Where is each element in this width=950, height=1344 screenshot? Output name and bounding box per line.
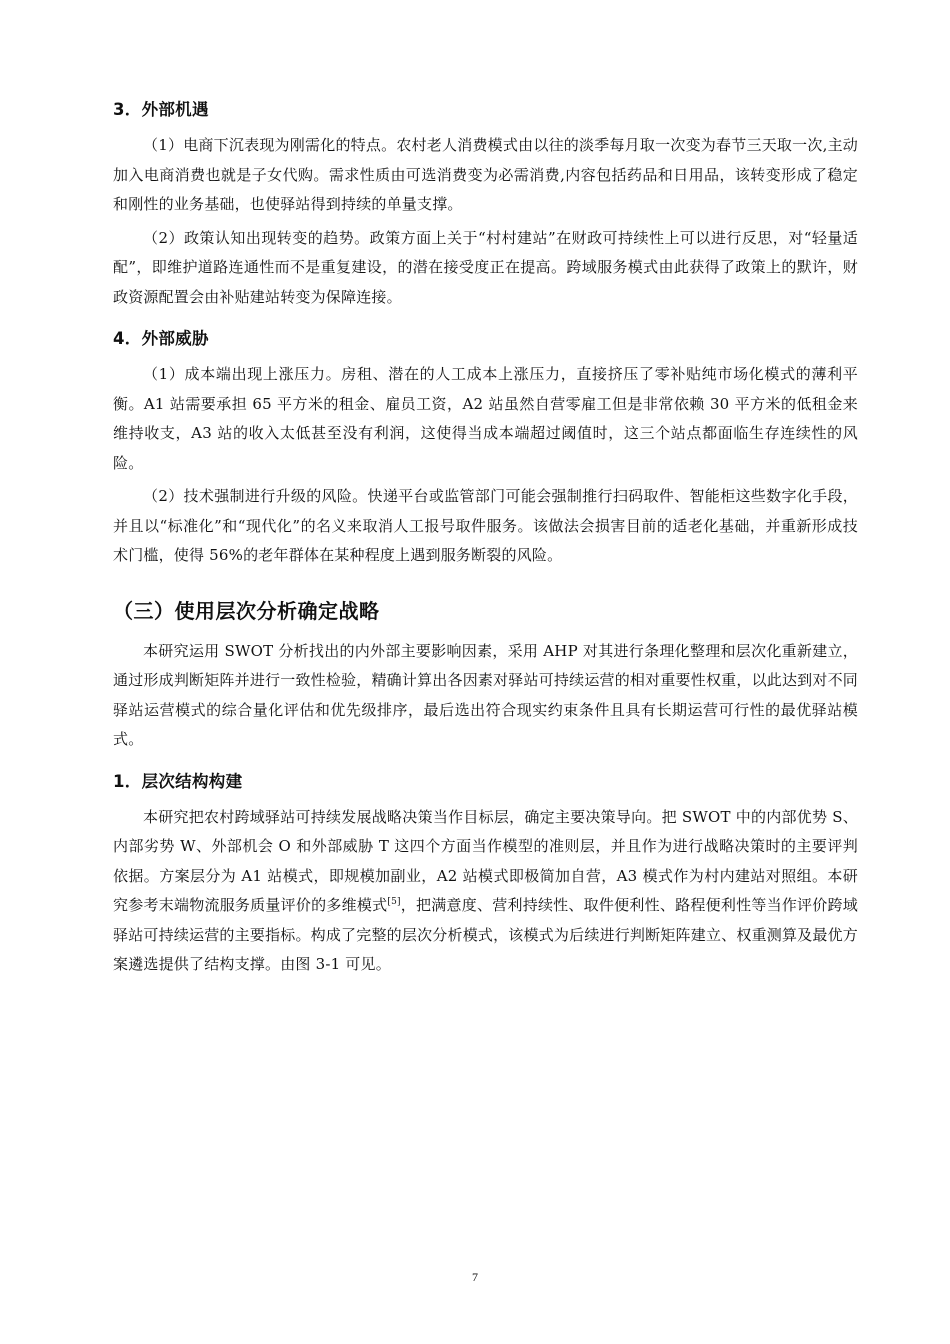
paragraph-opportunity-1: （1）电商下沉表现为刚需化的特点。农村老人消费模式由以往的淡季每月取一次变为春节三天取一次,主动加入电商消费也就是子女代购。需求性质由可选消费变为必需消费,内容包括药品和日用品，该转变形成了稳定和刚性的业务基础，也使驿站得到持续的单量支撑。	[113, 136, 858, 213]
page-body	[113, 95, 858, 980]
heading-external-threats: 4．外部威胁	[113, 329, 209, 348]
paragraph-text-end: ，把满意度、营利持续性、取件便利性、路程便利性等当作评价跨域驿站可持续运营的主要指标。构成了完整的层次分析模式，该模式为后续进行判断矩阵建立、权重测算及最优方案遴选提供了结构支撑。由图 3-1 可见。	[113, 896, 858, 973]
citation-reference[interactable]: [5]	[387, 897, 401, 907]
paragraph-opportunity-2: （2）政策认知出现转变的趋势。政策方面上关于“村村建站”在财政可持续性上可以进行反思，对“轻量适配”，即维护道路连通性而不是重复建设，的潜在接受度正在提高。跨域服务模式由此获得了政策上的默许，财政资源配置会由补贴建站转变为保障连接。	[113, 228, 858, 306]
heading-hierarchy-construction: 1．层次结构构建	[113, 771, 243, 791]
paragraph-ahp-1: 本研究运用 SWOT 分析找出的内外部主要影响因素，采用 AHP 对其进行条理化整理和层次化重新建立，通过形成判断矩阵并进行一致性检验，精确计算出各因素对驿站可持续运营的相对重要性权重，以此达到对不同驿站运营模式的综合量化评估和优先级排序，最后选出符合现实约束条件且具有长期运营可行性的最优驿站模式。	[113, 641, 858, 748]
paragraph-hierarchy-1	[113, 803, 858, 980]
spacer	[113, 571, 858, 583]
heading-ahp-section: （三）使用层次分析确定战略	[113, 598, 380, 623]
paragraph-threat-1: （1）成本端出现上涨压力。房租、潜在的人工成本上涨压力，直接挤压了零补贴纯市场化模式的薄利平衡。A1 站需要承担 65 平方米的租金、雇员工资，A2 站虽然自营零雇工但是非常依赖 30 平方米的低租金来维持收支，A3 站的收入太低甚至没有利润，这使得当成本端超过阈值时，这三个站点都面临生存连续性的风险。	[113, 365, 858, 472]
spacer	[113, 312, 858, 324]
page-number: 7	[472, 1270, 478, 1284]
spacer	[113, 755, 858, 767]
heading-external-opportunities: 3．外部机遇	[113, 100, 209, 119]
paragraph-threat-2: （2）技术强制进行升级的风险。快递平台或监管部门可能会强制推行扫码取件、智能柜这些数字化手段，并且以“标准化”和“现代化”的名义来取消人工报号取件服务。该做法会损害目前的适老化基础，并重新形成技术门槛，使得 56%的老年群体在某种程度上遇到服务断裂的风险。	[113, 487, 858, 564]
paragraph-text-start: 本研究把农村跨域驿站可持续发展战略决策当作目标层，确定主要决策导向。把 SWOT 中的内部优势 S、内部劣势 W、外部机会 O 和外部威胁 T 这四个方面当作模型的准则层，并且作为进行战略决策时的主要评判依据。方案层分为 A1 站模式，即规模加副业，A2 站模式即极简加自营，A3 模式作为村内建站对照组。本研究参考末端物流服务质量评价的多维模式	[113, 807, 858, 914]
